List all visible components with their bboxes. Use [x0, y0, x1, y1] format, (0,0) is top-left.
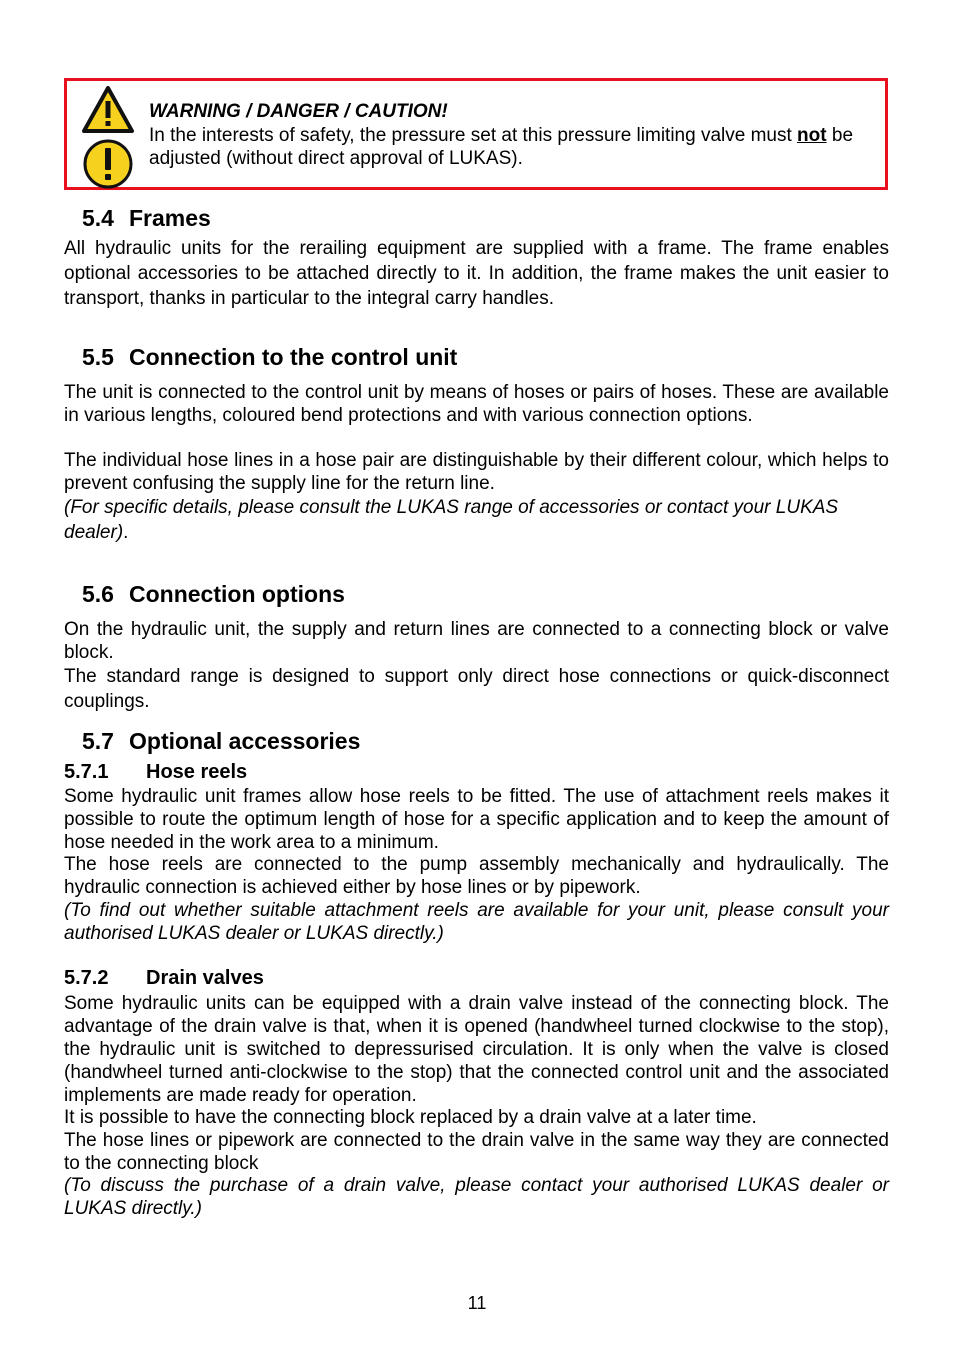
warning-emphasis: not: [797, 125, 827, 146]
exclamation-circle-icon: [81, 137, 135, 191]
section-heading-optional-accessories: 5.7 Optional accessories: [82, 728, 361, 754]
warning-box: [64, 78, 888, 190]
connection-control-paragraph-2: The individual hose lines in a hose pair are distinguishable by their different colour, which helps to prevent confusing the supply line for the return line.: [64, 450, 889, 494]
frames-paragraph: All hydraulic units for the rerailing equipment are supplied with a frame. The frame enables optional accessories to be attached directly to it. In addition, the frame makes the unit easier to transport, thanks in particular to the integral carry handles.: [64, 238, 889, 309]
connection-options-paragraph-2: The standard range is designed to support only direct hose connections or quick-disconnect couplings.: [64, 666, 889, 712]
warning-title: WARNING / DANGER / CAUTION!: [149, 101, 448, 122]
hose-reels-paragraph-1: Some hydraulic unit frames allow hose reels to be fitted. The use of attachment reels makes it possible to route the optimum length of hose for a specific application and to keep the amount of hose needed in the work area to a minimum.: [64, 786, 889, 853]
drain-valves-paragraph-3: The hose lines or pipework are connected to the drain valve in the same way they are connected to the connecting block: [64, 1130, 889, 1174]
section-heading-frames: 5.4 Frames: [82, 205, 211, 231]
subsection-heading-hose-reels: 5.7.1 Hose reels: [64, 761, 248, 783]
hose-reels-paragraph-2: The hose reels are connected to the pump assembly mechanically and hydraulically. The hydraulic connection is achieved either by hose lines or by pipework.: [64, 854, 889, 898]
drain-valves-paragraph-1: Some hydraulic units can be equipped with a drain valve instead of the connecting block. The advantage of the drain valve is that, when it is opened (handwheel turned clockwise to the stop), the hydraulic unit is switched to depressurised circulation. It is only when the valve is closed (handwheel turned anti-clockwise to the stop) that the connected control unit and the associated implements are made ready for operation.: [64, 993, 889, 1106]
hose-reels-note: (To find out whether suitable attachment reels are available for your unit, please consult your authorised LUKAS dealer or LUKAS directly.): [64, 900, 889, 944]
section-heading-connection-control-unit: 5.5 Connection to the control unit: [82, 344, 458, 370]
section-heading-connection-options: 5.6 Connection options: [82, 581, 345, 607]
warning-text: In the interests of safety, the pressure set at this pressure limiting valve must not be adjusted (without direct approval of LUKAS).: [149, 125, 854, 169]
warning-icons: [81, 85, 135, 191]
drain-valves-paragraph-2: It is possible to have the connecting block replaced by a drain valve at a later time.: [64, 1107, 757, 1128]
connection-control-note: (For specific details, please consult the LUKAS range of accessories or contact your LUKAS dealer).: [64, 497, 839, 543]
warning-triangle-icon: [81, 85, 135, 135]
subsection-heading-drain-valves: 5.7.2 Drain valves: [64, 967, 264, 989]
connection-options-paragraph-1: On the hydraulic unit, the supply and return lines are connected to a connecting block or valve block.: [64, 619, 889, 663]
connection-control-paragraph-1: The unit is connected to the control unit by means of hoses or pairs of hoses. These are available in various lengths, coloured bend protections and with various connection options.: [64, 382, 889, 426]
drain-valves-note: (To discuss the purchase of a drain valve, please contact your authorised LUKAS dealer or LUKAS directly.): [64, 1175, 889, 1219]
page-number: 11: [467, 1293, 487, 1313]
